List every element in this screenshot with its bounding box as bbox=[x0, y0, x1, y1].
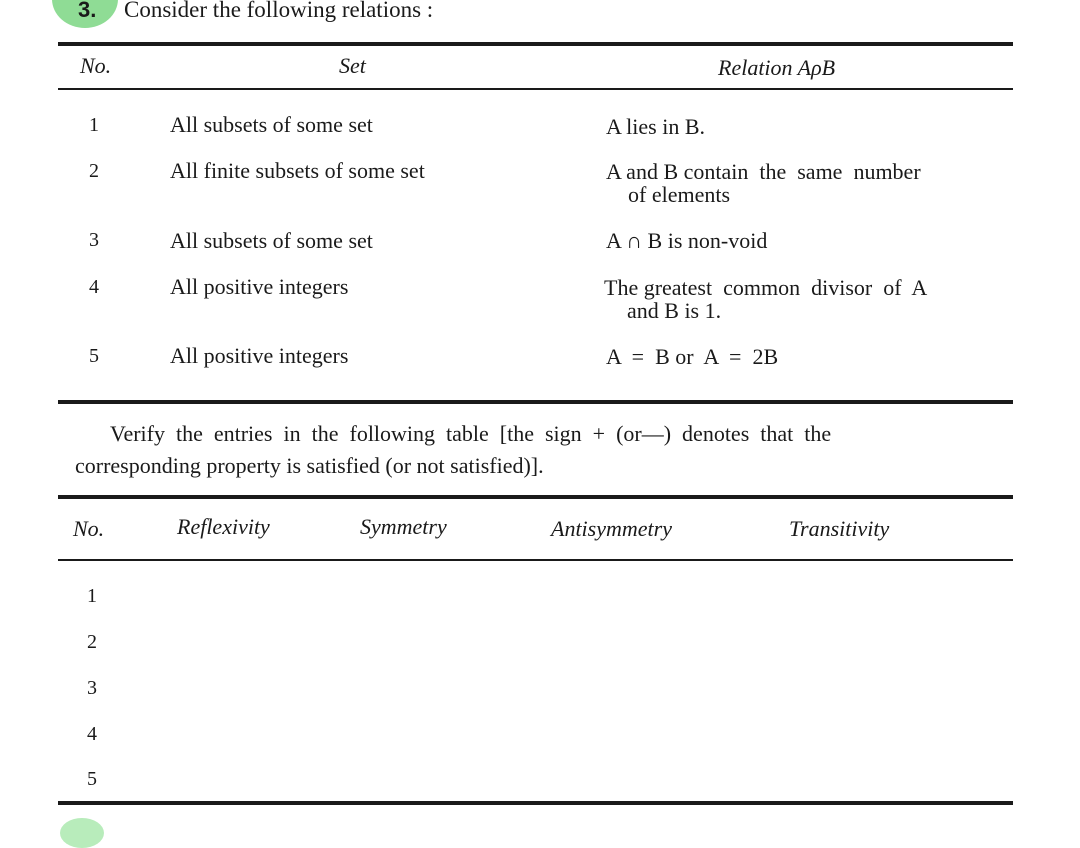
table1-header-rule bbox=[58, 88, 1013, 90]
table1-header-relation: Relation AρB bbox=[718, 55, 836, 80]
table1-header-no: No. bbox=[80, 53, 112, 78]
question-title: Consider the following relations : bbox=[124, 0, 434, 22]
table2-top-rule bbox=[58, 495, 1013, 499]
table2-header-rule bbox=[58, 559, 1013, 561]
relation-row-set: All subsets of some set bbox=[170, 112, 373, 137]
relation-row-relation bbox=[606, 160, 921, 206]
relation-row-number: 4 bbox=[89, 276, 99, 298]
relation-row-relation: A lies in B. bbox=[606, 114, 706, 139]
relation-line-1: The greatest common divisor of A bbox=[604, 275, 928, 300]
property-row-number: 1 bbox=[87, 585, 97, 607]
relation-row-set: All subsets of some set bbox=[170, 228, 373, 253]
table2-header-symmetry: Symmetry bbox=[360, 514, 447, 539]
relation-row-relation: A = B or A = 2B bbox=[606, 344, 779, 369]
instruction-paragraph bbox=[75, 418, 997, 482]
table2-header-no: No. bbox=[73, 516, 105, 541]
instruction-line-1: Verify the entries in the following table [the sign + (or—) denotes that the bbox=[110, 421, 832, 446]
relation-row-set: All positive integers bbox=[170, 343, 349, 368]
relation-line-2: and B is 1. bbox=[627, 298, 722, 323]
question-number: 3. bbox=[78, 0, 97, 22]
table2-header-antisymmetry: Antisymmetry bbox=[551, 516, 672, 541]
table2-header-reflexivity: Reflexivity bbox=[177, 514, 270, 539]
relation-row-relation bbox=[604, 276, 927, 322]
table2-header-transitivity: Transitivity bbox=[789, 516, 890, 541]
relation-line-1: A and B contain the same number bbox=[606, 159, 921, 184]
relation-row-relation: A ∩ B is non-void bbox=[606, 228, 768, 253]
relation-row-number: 2 bbox=[89, 160, 99, 182]
table2-bottom-rule bbox=[58, 801, 1013, 805]
property-row-number: 5 bbox=[87, 768, 97, 790]
table1-top-rule bbox=[58, 42, 1013, 46]
relation-line-2: of elements bbox=[628, 182, 731, 207]
relation-row-number: 3 bbox=[89, 229, 99, 251]
relation-row-set: All finite subsets of some set bbox=[170, 158, 425, 183]
instruction-line-2: corresponding property is satisfied (or not satisfied)]. bbox=[75, 453, 544, 478]
property-row-number: 3 bbox=[87, 677, 97, 699]
relation-row-number: 5 bbox=[89, 345, 99, 367]
table1-header-set: Set bbox=[339, 53, 366, 78]
next-question-badge bbox=[60, 818, 104, 848]
relation-row-number: 1 bbox=[89, 114, 99, 136]
table1-bottom-rule bbox=[58, 400, 1013, 404]
property-row-number: 4 bbox=[87, 723, 97, 745]
relation-row-set: All positive integers bbox=[170, 274, 349, 299]
property-row-number: 2 bbox=[87, 631, 97, 653]
